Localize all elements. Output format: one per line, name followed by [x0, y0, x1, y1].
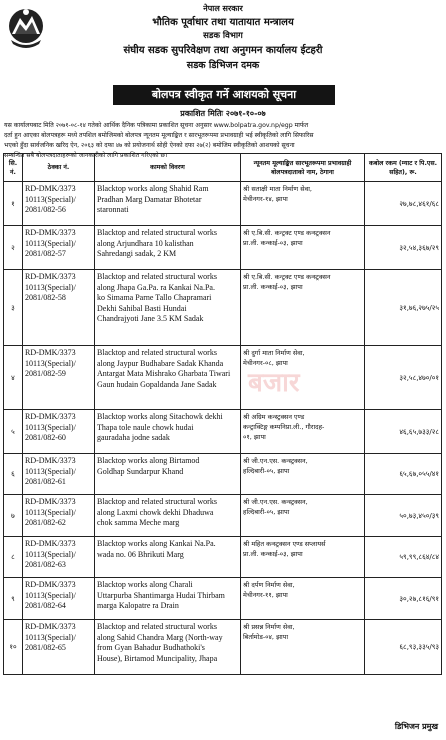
contract-no-cell-line: RD-DMK/3373 [25, 228, 76, 237]
contract-no-cell-line: RD-DMK/3373 [25, 348, 76, 357]
contract-no-cell-line: 2081/082-63 [25, 560, 66, 569]
publication-date: प्रकाशित मितिः २०७१-१०-०७ [180, 109, 266, 118]
contract-no-cell-line: 2081/082-59 [25, 369, 66, 378]
work-description-cell-line: along Jaypur Budhabare Sadak Khanda [97, 358, 224, 368]
contract-no-cell-line: 10113(Special)/ [25, 358, 76, 368]
work-description-cell-line: staronnati [97, 205, 129, 214]
work-description-cell-line: Goldhap Sundarpur Khand [97, 466, 184, 476]
table-header-row [4, 154, 442, 182]
division-name: सडक डिभिजन दमक [186, 60, 260, 71]
work-description-cell-line: Pradhan Marg Damatar Bhotetar [97, 194, 202, 204]
signatory-title: डिभिजन प्रमुख [394, 722, 438, 731]
intro-line: दर्ता हुन आएका बोलपत्रहरू मध्ये तपशिल बमोजिमको बोलपत्र न्यूनतम मूल्याङ्कित र सारभूतरूपमा प्रभावग्राही भई स्वीकृतिको लागि सिफारिस [4, 132, 314, 139]
office-name: संघीय सडक सुपरिवेक्षण तथा अनुगमन कार्यालय ईटहरी [123, 45, 323, 56]
work-description-cell-line: Blacktop and related structural works [97, 272, 217, 281]
watermark-logo: बजार [248, 368, 300, 398]
work-description-cell [95, 270, 241, 346]
bidder-cell [241, 226, 365, 270]
serial-cell: २ [4, 226, 23, 270]
bidder-cell-line: प्रा.ली. कन्काई-०३, झापा [243, 283, 303, 291]
bidder-cell [241, 410, 365, 454]
bidder-cell-line: प्रा.ली. कन्काई-०३, झापा [243, 550, 303, 558]
work-description-cell-line: Blacktop works along Kankai Na.Pa. [97, 539, 216, 548]
work-description-cell-line: Chandrajyoti Jane 3.5 KM Sadak [97, 314, 204, 323]
contract-no-cell-line: 2081/082-64 [25, 601, 66, 610]
amount-cell: ६५,६७,०५५/४१ [365, 454, 442, 495]
work-description-cell-line: gauradaha jodne sadak [97, 433, 170, 442]
bidder-cell [241, 620, 365, 675]
bidder-cell-line: श्री ए.बि.सी. कन्ट्रक्ट एण्ड कन्स्ट्रक्सन [243, 273, 331, 281]
work-description-cell-line: wada no. 06 Bhrikuti Marg [97, 549, 184, 559]
table-row [4, 346, 442, 410]
work-description-cell-line: along Laxmi chowk dekhi Dhaduwa [97, 507, 214, 517]
contract-no-cell-line: 10113(Special)/ [25, 590, 76, 600]
bidder-cell [241, 537, 365, 578]
bid-acceptance-table [3, 153, 442, 675]
work-description-cell-line: along Sahid Chandra Marg (North-way [97, 632, 223, 642]
contract-no-cell [23, 226, 95, 270]
contract-no-cell-line: RD-DMK/3373 [25, 184, 76, 193]
contract-no-cell [23, 495, 95, 537]
contract-no-cell-line: 2081/082-65 [25, 643, 66, 652]
work-description-cell [95, 346, 241, 410]
bidder-cell-line: श्री दर्पण निर्माण सेवा, [243, 581, 295, 589]
serial-cell: ९ [4, 578, 23, 620]
contract-no-cell-line: RD-DMK/3373 [25, 456, 76, 465]
bidder-cell [241, 578, 365, 620]
work-description-cell-line: Gaun hudain Gopaldanda Jane Sadak [97, 379, 217, 389]
bidder-cell-line: ०१, झापा [243, 433, 266, 441]
header-amount: कबोल रकम (म्याट र पि.एस. सहित), रू. [365, 154, 442, 182]
header-work-description: कामको विवरण [95, 154, 241, 182]
contract-no-cell-line: 10113(Special)/ [25, 466, 76, 476]
contract-no-cell [23, 578, 95, 620]
contract-no-cell [23, 537, 95, 578]
table-row [4, 270, 442, 346]
contract-no-cell [23, 620, 95, 675]
bidder-cell-line: मेचीनगर-११, झापा [243, 591, 288, 599]
contract-no-cell [23, 346, 95, 410]
bidder-cell [241, 454, 365, 495]
work-description-cell [95, 410, 241, 454]
table-row [4, 226, 442, 270]
work-description-cell-line: along Jhapa Ga.Pa. ra Kankai Na.Pa. [97, 282, 215, 292]
bidder-cell [241, 182, 365, 226]
contract-no-cell-line: RD-DMK/3373 [25, 412, 76, 421]
serial-cell: ६ [4, 454, 23, 495]
bidder-cell-line: मेचीनगर-०८, झापा [243, 359, 288, 367]
contract-no-cell [23, 454, 95, 495]
contract-no-cell-line: 2081/082-56 [25, 205, 66, 214]
bidder-cell-line: श्री प्रसन्न निर्माण सेवा, [243, 623, 295, 631]
bidder-cell-line: श्री ए.बि.सी. कन्ट्रक्ट एण्ड कन्स्ट्रक्सन [243, 229, 331, 237]
amount-cell: २७,७८,४६१/६८ [365, 182, 442, 226]
bidder-cell-line: हल्दिबारी-०५, झापा [243, 467, 290, 475]
table-row [4, 578, 442, 620]
bidder-cell [241, 495, 365, 537]
work-description-cell-line: Dekhi Sahibal Basti Hundai [97, 303, 187, 313]
contract-no-cell [23, 182, 95, 226]
table-row [4, 182, 442, 226]
serial-cell: १ [4, 182, 23, 226]
amount-cell: ४६,६५,७३३/२८ [365, 410, 442, 454]
work-description-cell-line: Blacktop works along Charali [97, 580, 193, 589]
header-bidder: न्यूनतम मूल्याङ्कित सारभूतरूपमा प्रभावग्राही बोलपत्रदाताको नाम, ठेगाना [241, 154, 365, 182]
work-description-cell-line: House), Birtamod Muncipality, Jhapa [97, 653, 218, 663]
contract-no-cell-line: 10113(Special)/ [25, 422, 76, 432]
intro-line: भएकाे हुँदा सार्वजनिक खरिद ऐन, २०६३ को दफा ४७ को प्रयोजनार्थ सोही ऐनको दफा २७(२) बमोजिम स्वीकृतिको आशयको सूचना [4, 142, 295, 149]
serial-cell: १० [4, 620, 23, 675]
table-row [4, 454, 442, 495]
serial-cell: ८ [4, 537, 23, 578]
work-description-cell-line: Blacktop works along Shahid Ram [97, 184, 209, 193]
department-name: सडक विभाग [203, 31, 243, 41]
work-description-cell-line: ko Simama Parne Tallo Chapramari [97, 293, 212, 302]
contract-no-cell-line: 2081/082-62 [25, 518, 66, 527]
contract-no-cell-line: RD-DMK/3373 [25, 622, 76, 631]
contract-no-cell-line: 2081/082-58 [25, 293, 66, 302]
table-row [4, 620, 442, 675]
work-description-cell-line: Blacktop works along Sitachowk dekhi [97, 412, 223, 421]
amount-cell: ३२,५८,४७०/०१ [365, 346, 442, 410]
bidder-cell-line: श्री जी.एन.एस. कन्स्ट्रक्सन, [243, 457, 308, 465]
bidder-cell-line: श्री अग्रिम कन्स्ट्रक्सन एण्ड [243, 413, 305, 421]
table-row [4, 495, 442, 537]
header-contract-no: ठेक्का नं. [23, 154, 95, 182]
header-serial: सि. नं. [4, 154, 23, 182]
serial-cell: ५ [4, 410, 23, 454]
bidder-cell-line: श्री दुर्गा माता निर्माण सेवा, [243, 349, 305, 357]
work-description-cell-line: Blacktop works along Birtamod [97, 456, 200, 465]
intro-line: सम्बन्धित सबै बोलपत्रदाताहरूको जानकारीको लागि प्रकाशित गरिएको छ। [4, 152, 168, 159]
work-description-cell [95, 620, 241, 675]
work-description-cell-line: Blacktop and related structural works [97, 228, 217, 237]
work-description-cell-line: marga Kalopatre ra Drain [97, 601, 179, 610]
work-description-cell-line: Sahredangi sadak, 2 KM [97, 249, 177, 258]
bidder-cell-line: हल्दिबारी-०५, झापा [243, 508, 290, 516]
bidder-cell-line: बिर्तामोड-०४, झापा [243, 633, 289, 641]
contract-no-cell-line: 2081/082-60 [25, 433, 66, 442]
amount-cell: ५०,७३,४५०/३९ [365, 495, 442, 537]
bidder-cell-line: कन्ट्राक्टिङ्ग कम्पनिप्रा.ली., गौरादह- [243, 423, 325, 431]
contract-no-cell-line: 10113(Special)/ [25, 238, 76, 248]
work-description-cell-line: Antargat Mata Mishrako Gharbata Tiwari [97, 369, 231, 378]
amount-cell: ३०,२७,८१६/९१ [365, 578, 442, 620]
work-description-cell [95, 578, 241, 620]
bidder-cell-line: प्रा.ली. कन्काई-०३, झापा [243, 239, 303, 247]
bidder-cell-line: श्री जी.एन.एस. कन्स्ट्रक्सन, [243, 498, 308, 506]
work-description-cell-line: chok samma Meche marg [97, 518, 180, 527]
contract-no-cell [23, 270, 95, 346]
work-description-cell [95, 454, 241, 495]
work-description-cell [95, 537, 241, 578]
contract-no-cell-line: 10113(Special)/ [25, 282, 76, 292]
work-description-cell [95, 226, 241, 270]
ministry-name: भौतिक पूर्वाधार तथा यातायात मन्त्रालय [152, 17, 294, 28]
contract-no-cell-line: 10113(Special)/ [25, 507, 76, 517]
work-description-cell-line: from Gyan Bahadur Budhathoki's [97, 643, 205, 652]
bidder-cell-line: श्री सताक्षी माता निर्माण सेवा, [243, 185, 312, 193]
work-description-cell-line: Uttarpurba Shantimarga Hudai Thirbam [97, 590, 225, 600]
work-description-cell-line: Blacktop and related structural works [97, 622, 217, 631]
serial-cell: ७ [4, 495, 23, 537]
amount-cell: ६८,९३,३३५/९३ [365, 620, 442, 675]
amount-cell: ३२,५४,३६७/२९ [365, 226, 442, 270]
work-description-cell-line: Thapa tole naule chowk hudai [97, 422, 194, 432]
amount-cell: ३१,७६,२७५/२५ [365, 270, 442, 346]
amount-cell: ५९,९९,८६४/८४ [365, 537, 442, 578]
contract-no-cell-line: 10113(Special)/ [25, 632, 76, 642]
bidder-cell [241, 270, 365, 346]
contract-no-cell-line: 10113(Special)/ [25, 549, 76, 559]
contract-no-cell [23, 410, 95, 454]
contract-no-cell-line: 10113(Special)/ [25, 194, 76, 204]
contract-no-cell-line: RD-DMK/3373 [25, 580, 76, 589]
serial-cell: ४ [4, 346, 23, 410]
contract-no-cell-line: RD-DMK/3373 [25, 539, 76, 548]
work-description-cell-line: Blacktop and related structural works [97, 497, 217, 506]
government-name: नेपाल सरकार [203, 4, 243, 13]
work-description-cell [95, 182, 241, 226]
table-row [4, 537, 442, 578]
intro-line: यस कार्यालयबाट मिति २०७१-०८-१४ गतेको आर्थिक दैनिक पत्रिकामा प्रकाशित सूचना अनुसार www.bolpatra.gov.np/egp मार्फत [4, 122, 309, 129]
contract-no-cell-line: 2081/082-61 [25, 477, 66, 486]
bidder-cell [241, 346, 365, 410]
serial-cell: ३ [4, 270, 23, 346]
bidder-cell-line: श्री महित कन्स्ट्रक्सन एण्ड सप्लायर्स [243, 540, 326, 548]
work-description-cell [95, 495, 241, 537]
contract-no-cell-line: 2081/082-57 [25, 249, 66, 258]
notice-title-banner: बोलपत्र स्वीकृत गर्ने आशयको सूचना [113, 85, 335, 105]
contract-no-cell-line: RD-DMK/3373 [25, 272, 76, 281]
table-row [4, 410, 442, 454]
bidder-cell-line: मेचीनगर-१४, झापा [243, 195, 288, 203]
work-description-cell-line: Blacktop and related structural works [97, 348, 217, 357]
contract-no-cell-line: RD-DMK/3373 [25, 497, 76, 506]
work-description-cell-line: along Arjundhara 10 kalisthan [97, 238, 194, 248]
